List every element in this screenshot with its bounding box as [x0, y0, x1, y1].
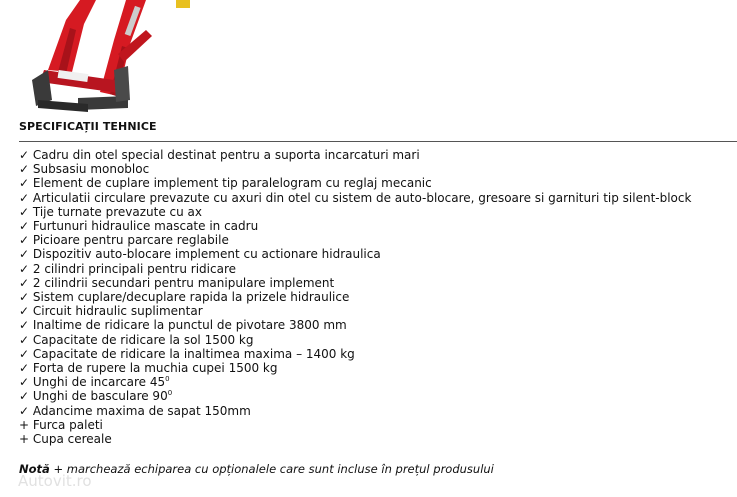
spec-item-text: Dispozitiv auto-blocare implement cu actionare hidraulica [29, 247, 381, 262]
spec-item-text: Sistem cuplare/decuplare rapida la prizele hidraulice [29, 290, 350, 305]
spec-item [19, 276, 691, 290]
spec-item-text: Picioare pentru parcare reglabile [29, 233, 229, 248]
check-icon: ✓ [19, 346, 30, 361]
spec-item [19, 389, 691, 403]
spec-item-text: Cadru din otel special destinat pentru a suporta incarcaturi mari [29, 148, 420, 162]
check-icon: ✓ [19, 176, 30, 191]
check-icon: ✓ [19, 332, 30, 347]
spec-item [19, 205, 691, 219]
spec-item [19, 418, 691, 432]
spec-item [19, 318, 691, 332]
spec-item-text: Furca paleti [29, 417, 103, 432]
front-loader-illustration [18, 0, 194, 117]
check-icon: ✓ [19, 162, 30, 177]
spec-item [19, 375, 691, 389]
spec-item [19, 162, 691, 176]
spec-item [19, 347, 691, 361]
spec-item-text: Articulatii circulare prevazute cu axuri din otel cu sistem de auto-blocare, gresoare si garnituri tip silent-block [29, 190, 692, 205]
check-icon: ✓ [19, 261, 30, 276]
spec-item-text: 2 cilindrii secundari pentru manipulare implement [29, 275, 335, 290]
spec-item-text: Circuit hidraulic suplimentar [29, 304, 203, 319]
degree-superscript: 0 [167, 389, 173, 398]
spec-item [19, 304, 691, 318]
spec-item [19, 148, 691, 162]
spec-item-text: Forta de rupere la muchia cupei 1500 kg [29, 361, 278, 376]
spec-item-text: Tije turnate prevazute cu ax [29, 204, 203, 219]
plus-icon: + [19, 432, 30, 447]
note-label: Notă [19, 462, 50, 476]
spec-item [19, 432, 691, 446]
check-icon: ✓ [19, 233, 30, 248]
spec-item [19, 233, 691, 247]
spec-item-text: Inaltime de ridicare la punctul de pivotare 3800 mm [29, 318, 347, 333]
check-icon: ✓ [19, 304, 30, 319]
spec-item [19, 191, 691, 205]
note-text: + marchează echiparea cu opționalele care sunt incluse în prețul produsului [49, 462, 494, 476]
title-divider [19, 141, 737, 142]
specs-title: SPECIFICAȚII TEHNICE [19, 120, 157, 133]
spec-item-text: Capacitate de ridicare la sol 1500 kg [29, 332, 254, 347]
degree-superscript: 0 [165, 375, 170, 384]
spec-item [19, 176, 691, 190]
spec-list [19, 148, 691, 446]
check-icon: ✓ [19, 375, 30, 390]
spec-item-text: 2 cilindri principali pentru ridicare [29, 261, 236, 276]
check-icon: ✓ [19, 247, 30, 262]
product-image [18, 0, 194, 117]
check-icon: ✓ [19, 190, 30, 205]
spec-item-text: Capacitate de ridicare la inaltimea maxima – 1400 kg [29, 346, 355, 361]
spec-item [19, 361, 691, 375]
check-icon: ✓ [19, 148, 30, 162]
check-icon: ✓ [19, 361, 30, 376]
spec-item [19, 404, 691, 418]
spec-item [19, 247, 691, 261]
plus-icon: + [19, 417, 30, 432]
check-icon: ✓ [19, 275, 30, 290]
spec-item-text: Furtunuri hidraulice mascate in cadru [29, 219, 259, 234]
spec-item-text: Subsasiu monobloc [29, 162, 150, 177]
spec-item [19, 333, 691, 347]
spec-item [19, 219, 691, 233]
check-icon: ✓ [19, 389, 30, 404]
check-icon: ✓ [19, 403, 30, 418]
spec-item-text: Element de cuplare implement tip paralelogram cu reglaj mecanic [29, 176, 432, 191]
spec-item-text: Unghi de basculare 90 [29, 389, 168, 404]
spec-item [19, 262, 691, 276]
check-icon: ✓ [19, 204, 30, 219]
check-icon: ✓ [19, 219, 30, 234]
spec-item-text: Cupa cereale [29, 432, 112, 447]
spec-item [19, 290, 691, 304]
check-icon: ✓ [19, 290, 30, 305]
check-icon: ✓ [19, 318, 30, 333]
spec-item-text: Adancime maxima de sapat 150mm [29, 403, 251, 418]
spec-item-text: Unghi de incarcare 45 [29, 375, 166, 390]
watermark: Autovit.ro [18, 472, 92, 490]
